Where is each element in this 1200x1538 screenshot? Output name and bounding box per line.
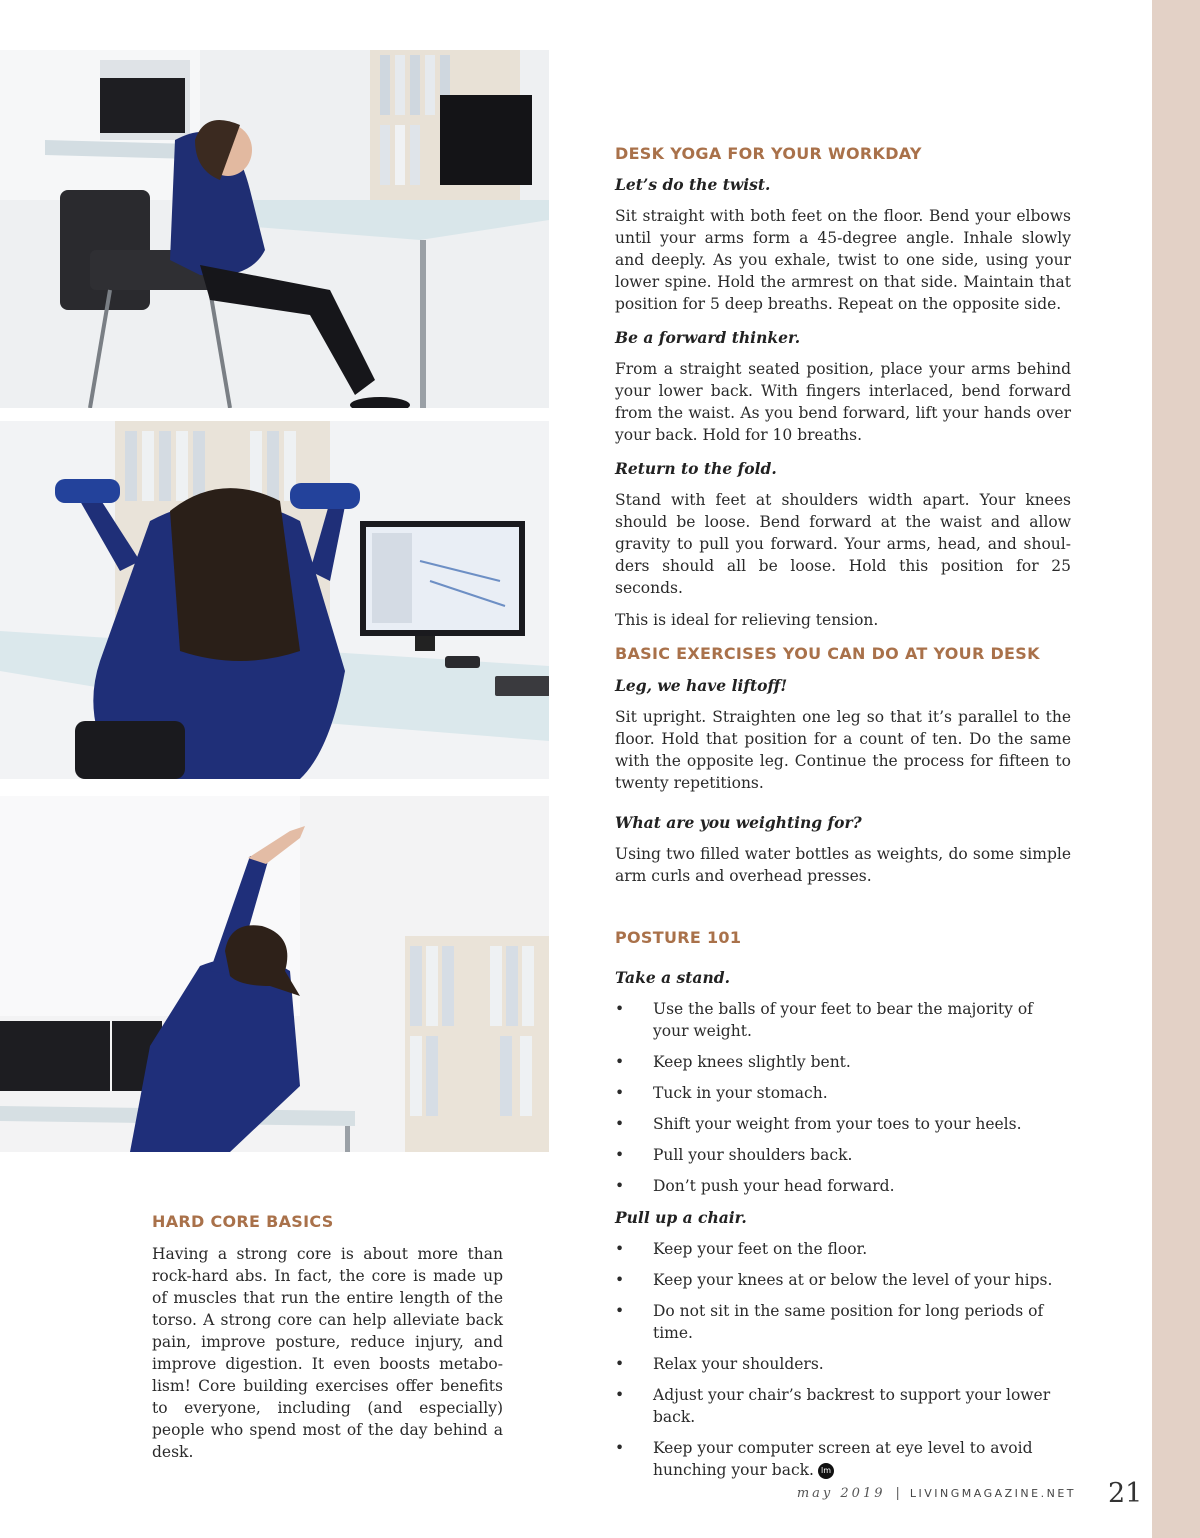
left-column — [152, 1211, 503, 1463]
desk-yoga-heading: DESK YOGA FOR YOUR WORKDAY — [615, 144, 922, 163]
chair-list — [615, 1238, 1071, 1481]
fold-subheading: Return to the fold. — [615, 459, 777, 478]
weight-subheading: What are you weighting for? — [615, 813, 862, 832]
issue-date: may 2019 — [796, 1486, 886, 1501]
hard-core-heading: HARD CORE BASICS — [152, 1212, 334, 1231]
leg-body: Sit upright. Straighten one leg so that it’s parallel to the floor. Hold that position for a count of ten. Do the same with the opposite leg. Continue the process for fifteen to twenty repetitions. — [615, 708, 1071, 792]
chair-subheading: Pull up a chair. — [615, 1208, 747, 1227]
leg-subheading: Leg, we have liftoff! — [615, 676, 788, 695]
weight-body: Using two filled water bottles as weights, do some simple arm curls and overhead presses. — [615, 845, 1071, 885]
side-color-strip — [1152, 0, 1200, 1538]
hard-core-body: Having a strong core is about more than rock-hard abs. In fact, the core is made up of muscles that run the entire length of the torso. A strong core can help alleviate back pain, improve posture, reduce injury, and improve digestion. It even boosts metabo-lism! Core building exercises offer benefits to everyone, including (and especially) people who spend most of the day behind a desk. — [152, 1245, 503, 1461]
list-item: • Adjust your chair’s backrest to support your lower back. — [615, 1384, 1071, 1428]
posture-heading: POSTURE 101 — [615, 928, 742, 947]
list-item: • Don’t push your head forward. — [615, 1175, 1071, 1197]
list-item: • Use the balls of your feet to bear the majority of your weight. — [615, 998, 1071, 1042]
list-item: • Keep your feet on the floor. — [615, 1238, 1071, 1260]
woman-side-stretch-photo — [0, 796, 549, 1152]
woman-dumbbells-photo — [0, 421, 549, 779]
end-mark-icon: lm — [818, 1463, 834, 1479]
page-number: 21 — [1108, 1478, 1143, 1509]
twist-body: Sit straight with both feet on the floor. Bend your elbows until your arms form a 45-degree angle. Inhale slowly and deeply. As you exhale, twist to one side, using your lower spine. Hold the armrest on that side. Maintain that position for 5 deep breaths. Repeat on the opposite side. — [615, 207, 1071, 313]
page-footer — [760, 1486, 1076, 1501]
list-item-last — [615, 1437, 1071, 1481]
right-column — [615, 143, 1071, 1490]
list-item: • Pull your shoulders back. — [615, 1144, 1071, 1166]
stand-subheading: Take a stand. — [615, 968, 730, 987]
list-item: • Keep your knees at or below the level of your hips. — [615, 1269, 1071, 1291]
fold-note: This is ideal for relieving tension. — [615, 611, 879, 629]
list-item: • Tuck in your stomach. — [615, 1082, 1071, 1104]
forward-body: From a straight seated position, place your arms behind your lower back. With fingers interlaced, bend forward from the waist. As you bend forward, lift your hands over your back. Hold for 10 breaths. — [615, 360, 1071, 444]
woman-chair-stretch-photo — [0, 50, 549, 408]
list-item: • Shift your weight from your toes to your heels. — [615, 1113, 1071, 1135]
stand-list — [615, 998, 1071, 1197]
forward-subheading: Be a forward thinker. — [615, 328, 801, 347]
fold-body: Stand with feet at shoulders width apart. Your knees should be loose. Bend forward at the waist and allow gravity to pull you forward. Your arms, head, and shoul-ders should all be loose. Hold this position for 25 seconds. — [615, 491, 1071, 597]
twist-subheading: Let’s do the twist. — [615, 175, 771, 194]
list-item: • Keep knees slightly bent. — [615, 1051, 1071, 1073]
list-item-text: Keep your computer screen at eye level to avoid hunching your back. — [653, 1439, 1033, 1479]
basic-exercises-heading: BASIC EXERCISES YOU CAN DO AT YOUR DESK — [615, 644, 1040, 663]
site-link[interactable]: LIVINGMAGAZINE.NET — [909, 1487, 1076, 1500]
list-item: • Do not sit in the same position for long periods of time. — [615, 1300, 1071, 1344]
footer-separator: | — [895, 1486, 900, 1501]
list-item: • Relax your shoulders. — [615, 1353, 1071, 1375]
